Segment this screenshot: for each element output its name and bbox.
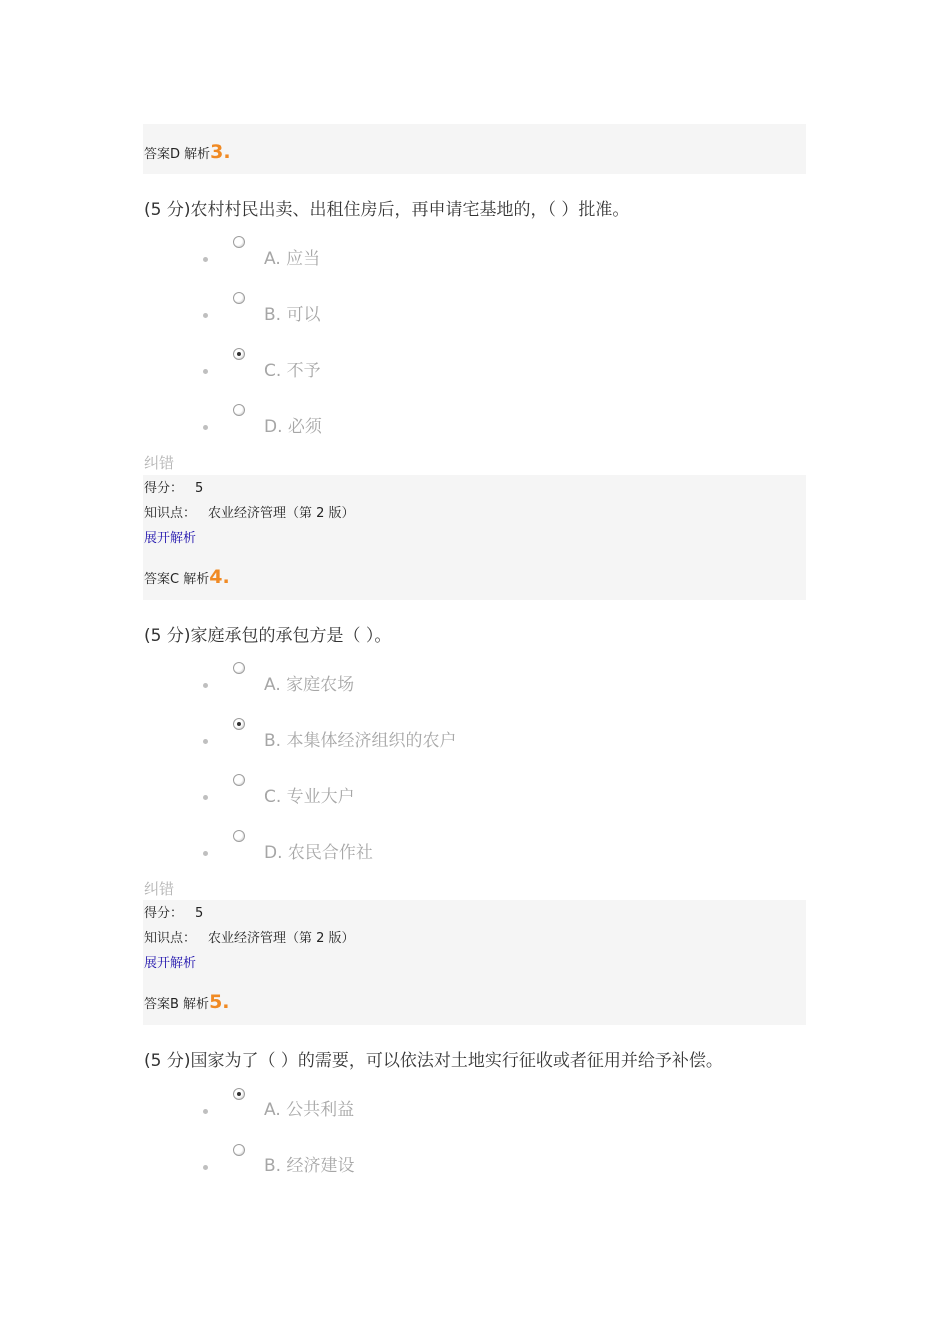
answer-line-q3 (144, 567, 230, 590)
bullet (203, 313, 208, 318)
radio-q3-c[interactable] (233, 348, 245, 360)
option-q4-a[interactable]: A. 家庭农场 (264, 675, 355, 695)
radio-q4-d[interactable] (233, 830, 245, 842)
bullet (203, 851, 208, 856)
score-value: 5 (195, 906, 204, 921)
score-label: 得分： (144, 481, 184, 496)
bullet (203, 425, 208, 430)
score-line-q4 (144, 906, 203, 922)
question-text-q3: (5 分)农村村民出卖、出租住房后，再申请宅基地的，（ ）批准。 (144, 200, 630, 220)
knowledge-value: 农业经济管理（第 2 版） (208, 931, 355, 946)
answer-label: 答案C 解析 (144, 572, 210, 587)
radio-q5-a[interactable] (233, 1088, 245, 1100)
knowledge-line-q4 (144, 931, 355, 947)
answer-line-q2 (144, 142, 231, 165)
radio-q3-d[interactable] (233, 404, 245, 416)
question-number: 4. (209, 566, 230, 588)
radio-q3-a[interactable] (233, 236, 245, 248)
radio-q5-b[interactable] (233, 1144, 245, 1156)
expand-analysis-link-q3[interactable]: 展开解析 (144, 531, 197, 546)
answer-band-q2 (143, 124, 806, 174)
radio-q4-b[interactable] (233, 718, 245, 730)
question-text-q5: (5 分)国家为了（ ）的需要，可以依法对土地实行征收或者征用并给予补偿。 (144, 1051, 723, 1071)
question-number: 5. (209, 991, 230, 1013)
radio-q4-c[interactable] (233, 774, 245, 786)
option-q3-b[interactable]: B. 可以 (264, 305, 321, 325)
radio-q4-a[interactable] (233, 662, 245, 674)
question-text-q4: (5 分)家庭承包的承包方是（ ）。 (144, 626, 392, 646)
option-q3-c[interactable]: C. 不予 (264, 361, 321, 381)
score-value: 5 (195, 481, 204, 496)
option-q3-a[interactable]: A. 应当 (264, 249, 321, 269)
knowledge-line-q3 (144, 506, 355, 522)
bullet (203, 369, 208, 374)
answer-band-q4 (143, 900, 806, 1025)
bullet (203, 795, 208, 800)
bullet (203, 257, 208, 262)
option-q4-c[interactable]: C. 专业大户 (264, 787, 355, 807)
option-q5-a[interactable]: A. 公共利益 (264, 1100, 355, 1120)
report-error-link-q3[interactable]: 纠错 (144, 454, 175, 472)
option-q5-b[interactable]: B. 经济建设 (264, 1156, 355, 1176)
question-number: 3. (210, 141, 231, 163)
score-label: 得分： (144, 906, 184, 921)
knowledge-label: 知识点： (144, 931, 197, 946)
radio-q3-b[interactable] (233, 292, 245, 304)
answer-label: 答案B 解析 (144, 997, 210, 1012)
bullet (203, 683, 208, 688)
option-q4-d[interactable]: D. 农民合作社 (264, 843, 373, 863)
bullet (203, 1109, 208, 1114)
score-line-q3 (144, 481, 203, 497)
knowledge-label: 知识点： (144, 506, 197, 521)
knowledge-value: 农业经济管理（第 2 版） (208, 506, 355, 521)
bullet (203, 1165, 208, 1170)
answer-line-q4 (144, 992, 230, 1015)
answer-band-q3 (143, 475, 806, 600)
bullet (203, 739, 208, 744)
expand-analysis-link-q4[interactable]: 展开解析 (144, 956, 197, 971)
report-error-link-q4[interactable]: 纠错 (144, 880, 175, 898)
answer-label: 答案D 解析 (144, 147, 211, 162)
option-q4-b[interactable]: B. 本集体经济组织的农户 (264, 731, 457, 751)
option-q3-d[interactable]: D. 必须 (264, 417, 322, 437)
